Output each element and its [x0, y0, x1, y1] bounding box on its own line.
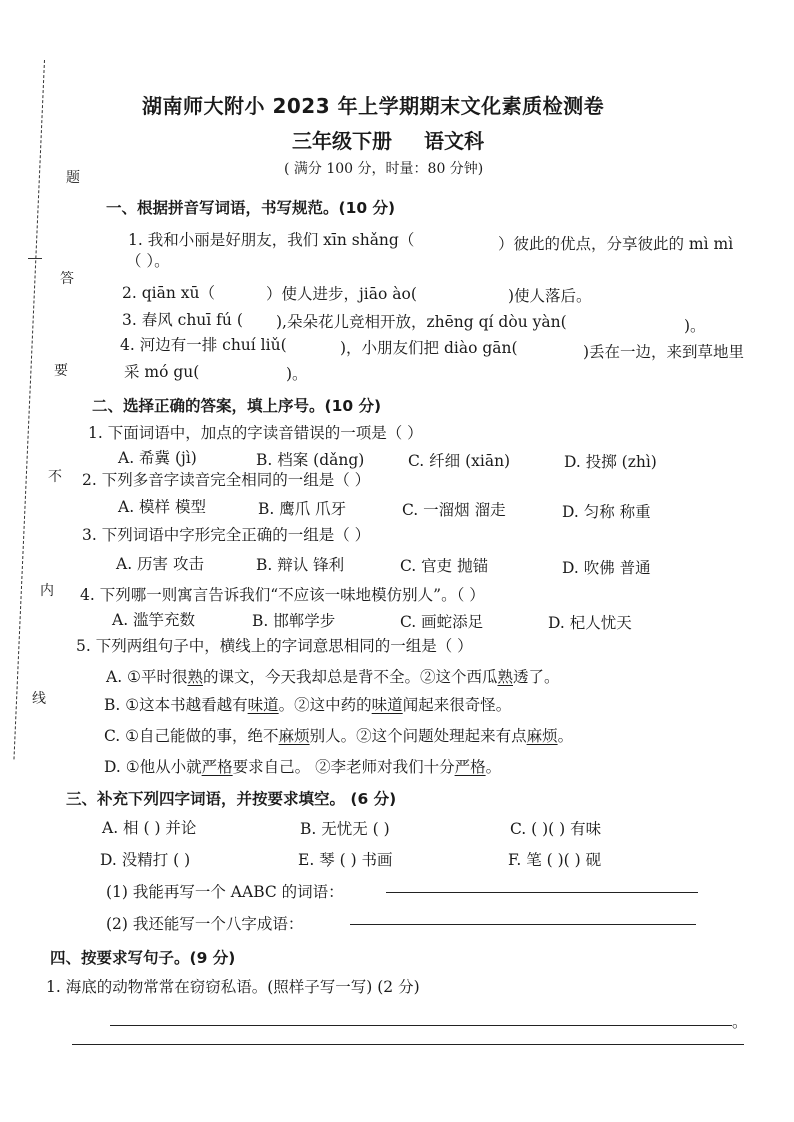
s1-q4-part-d: 采 mó gu(: [124, 363, 200, 381]
s2-q5-c-text-2: 别人。②这个问题处理起来有点: [309, 727, 527, 745]
s2-q5-b-keyword-2: 味道: [371, 696, 403, 714]
s3-option-e: E. 琴 ( ) 书画: [298, 851, 393, 869]
binding-char-1: 题: [66, 170, 80, 186]
s2-q5-d-text-1: D. ①他从小就: [104, 758, 202, 776]
s2-q5-option-a: [106, 665, 560, 687]
s4-answer-line-2[interactable]: [72, 1044, 744, 1045]
s3-sub-question-1: (1) 我能再写一个 AABC 的词语：: [106, 883, 344, 901]
s1-q2-part-c: )使人落后。: [508, 287, 592, 305]
s2-q3-option-b: B. 辩认 锋利: [256, 556, 345, 574]
s1-q4-part-b: )，小朋友们把 diào gān(: [340, 339, 518, 357]
s2-q1: 1. 下面词语中，加点的字读音错误的一项是（ ）: [88, 424, 423, 442]
s2-q1-option-a: A. 希冀 (jì): [118, 449, 197, 467]
s1-q3-part-a: 3. 春风 chuī fú (: [122, 311, 243, 329]
s2-q2: 2. 下列多音字读音完全相同的一组是（ ）: [82, 471, 371, 489]
binding-char-5: 内: [40, 583, 54, 599]
s4-answer-line[interactable]: [110, 1025, 732, 1026]
s3-option-f: F. 笔 ( )( ) 砚: [508, 851, 602, 869]
s2-q5-b-text-1: B. ①这本书越看越有: [104, 696, 248, 714]
s2-q5: 5. 下列两组句子中，横线上的字词意思相同的一组是（ ）: [76, 637, 473, 655]
s2-q5-b-text-3: 闻起来很奇怪。: [402, 696, 512, 714]
s1-q3-part-b: ),朵朵花儿竞相开放，zhēng qí dòu yàn(: [276, 313, 567, 331]
s2-q5-a-text-2: 的课文，今天我却总是背不全。②这个西瓜: [202, 668, 498, 686]
s2-q1-option-d: D. 投掷 (zhì): [564, 453, 657, 471]
s2-q5-d-keyword-2: 严格: [454, 758, 486, 776]
s3-answer-line-2[interactable]: [350, 924, 696, 925]
subject-label: 语文科: [424, 129, 484, 153]
s2-q4-option-d: D. 杞人忧天: [548, 614, 632, 632]
s2-q2-option-a: A. 模样 模型: [118, 498, 206, 516]
section-1-heading: 一、根据拼音写词语，书写规范。(10 分): [106, 199, 396, 217]
s2-q5-b-text-2: 。②这中药的: [278, 696, 372, 714]
s2-q2-option-c: C. 一溜烟 溜走: [402, 501, 506, 519]
s1-q2-part-b: ）使人进步，jiāo ào(: [266, 285, 417, 303]
s2-q5-c-keyword-1: 麻烦: [278, 727, 310, 745]
s2-q5-a-keyword-2: 熟: [497, 668, 513, 686]
s1-q3-part-c: )。: [684, 317, 706, 335]
binding-char-4: 不: [48, 469, 62, 485]
s1-q1-part-a: 1. 我和小丽是好朋友，我们 xīn shǎng（: [128, 231, 415, 249]
section-3-heading: 三、补充下列四字词语，并按要求填空。 (6 分): [66, 790, 397, 808]
s2-q5-d-text-3: 。: [485, 758, 502, 776]
s2-q2-option-b: B. 鹰爪 爪牙: [258, 500, 347, 518]
binding-char-2: 答: [60, 271, 74, 287]
s2-q5-b-keyword-1: 味道: [247, 696, 279, 714]
s2-q3: 3. 下列词语中字形完全正确的一组是（ ）: [82, 526, 371, 544]
s3-option-b: B. 无忧无 ( ): [300, 820, 390, 838]
s3-option-c: C. ( )( ) 有味: [510, 820, 602, 838]
s2-q2-option-d: D. 匀称 称重: [562, 503, 651, 521]
s2-q3-option-d: D. 吹佛 普通: [562, 559, 651, 577]
s2-q4-option-a: A. 滥竽充数: [112, 611, 196, 629]
exam-title: 湖南师大附小 2023 年上学期期末文化素质检测卷: [142, 94, 605, 118]
binding-char-6: 线: [32, 691, 46, 707]
s2-q5-c-keyword-2: 麻烦: [526, 727, 558, 745]
s2-q4-option-b: B. 邯郸学步: [252, 612, 336, 630]
s1-q4-part-e: )。: [286, 365, 308, 383]
binding-tick: [28, 258, 42, 259]
s1-q4-part-c: )丢在一边，来到草地里: [583, 343, 745, 361]
s2-q3-option-a: A. 历害 攻击: [116, 555, 204, 573]
binding-dashed-line: [13, 60, 45, 759]
s4-end-mark: 。: [732, 1013, 748, 1031]
s2-q5-option-b: [104, 693, 511, 715]
s1-q2-part-a: 2. qiān xū（: [122, 284, 215, 302]
s2-q5-c-text-1: C. ①自己能做的事，绝不: [104, 727, 279, 745]
s2-q5-a-keyword-1: 熟: [187, 668, 203, 686]
grade-label: 三年级下册: [292, 129, 392, 153]
s2-q5-d-keyword-1: 严格: [201, 758, 233, 776]
s2-q5-option-d: [104, 755, 501, 777]
s2-q5-a-text-3: 透了。: [513, 668, 560, 686]
s2-q5-a-text-1: A. ①平时很: [106, 668, 188, 686]
s1-q4-part-a: 4. 河边有一排 chuí liǔ(: [120, 336, 287, 354]
s2-q1-option-c: C. 纤细 (xiān): [408, 452, 511, 470]
s2-q4: 4. 下列哪一则寓言告诉我们“不应该一味地模仿别人”。（ ）: [80, 586, 485, 604]
s4-q1: 1. 海底的动物常常在窃窃私语。(照样子写一写) (2 分): [46, 978, 420, 996]
s3-answer-line-1[interactable]: [386, 892, 698, 893]
s3-option-a: A. 相 ( ) 并论: [102, 819, 197, 837]
binding-char-3: 要: [54, 363, 68, 379]
s1-q1-part-c: （ ）。: [126, 252, 170, 270]
s2-q4-option-c: C. 画蛇添足: [400, 613, 484, 631]
s2-q5-c-text-3: 。: [557, 727, 574, 745]
s1-q1-part-b: ）彼此的优点，分享彼此的 mì mì: [498, 235, 734, 253]
s3-option-d: D. 没精打 ( ): [100, 851, 191, 869]
s3-sub-question-2: (2) 我还能写一个八字成语：: [106, 915, 304, 933]
s2-q5-d-text-2: 要求自己。 ②李老师对我们十分: [232, 758, 455, 776]
section-4-heading: 四、按要求写句子。(9 分): [50, 949, 236, 967]
s2-q3-option-c: C. 官吏 抛锚: [400, 557, 489, 575]
section-2-heading: 二、选择正确的答案，填上序号。(10 分): [92, 397, 382, 415]
exam-info: ( 满分 100 分，时量：80 分钟): [284, 161, 484, 177]
s2-q5-option-c: [104, 724, 573, 746]
s2-q1-option-b: B. 档案 (dǎng): [256, 451, 365, 469]
